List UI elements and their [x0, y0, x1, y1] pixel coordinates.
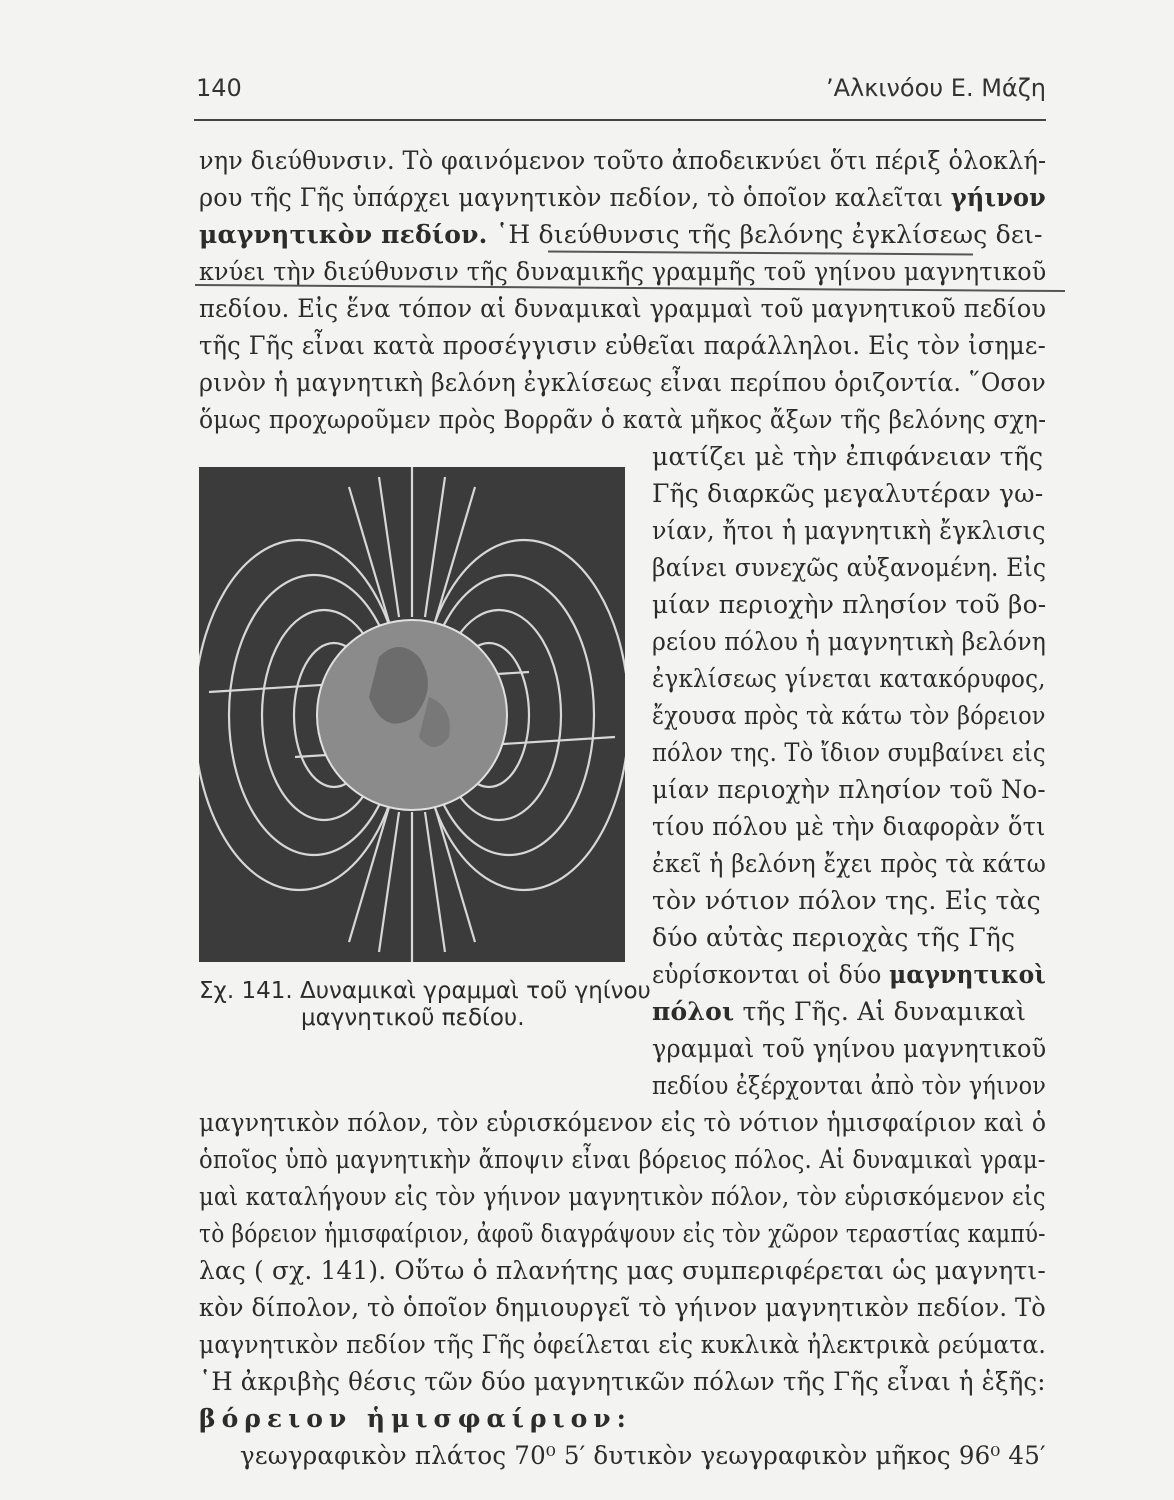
body-line: ὅμως προχωροῦμεν πρὸς Βορρᾶν ὁ κατὰ μῆκος ἄξων τῆς βελόνης σχη- — [199, 405, 1047, 434]
body-line — [199, 185, 1046, 210]
body-line-text: ῾Η διεύθυνσις τῆς βελόνης ἐγκλίσεως δει- — [495, 220, 1043, 249]
body-line: νην διεύθυνσιν. Τὸ φαινόμενον τοῦτο ἀποδεικνύει ὅτι πέριξ ὁλοκλή- — [199, 146, 1047, 175]
body-line: μαγνητικὸν πόλον, τὸν εὑρισκόμενον εἰς τὸ νότιον ἡμισφαίριον καὶ ὁ — [199, 1108, 1047, 1137]
column-line: νίαν, ἤτοι ἡ μαγνητικὴ ἔγκλισις — [652, 516, 1046, 545]
column-line — [652, 999, 1026, 1024]
body-line: κὸν δίπολον, τὸ ὁποῖον δημιουργεῖ τὸ γήινον μαγνητικὸν πεδίον. Τὸ — [199, 1293, 1046, 1322]
column-line: τίου πόλου μὲ τὴν διαφορὰν ὅτι — [652, 812, 1046, 841]
body-line: ῾Η ἀκριβὴς θέσις τῶν δύο μαγνητικῶν πόλων τῆς Γῆς εἶναι ἡ ἑξῆς: — [199, 1367, 1046, 1396]
body-line: κνύει τὴν διεύθυνσιν τῆς δυναμικῆς γραμμῆς τοῦ γηίνου μαγνητικοῦ — [199, 257, 1047, 286]
body-line: τὸ βόρειον ἡμισφαίριον, ἀφοῦ διαγράψουν εἰς τὸν χῶρον τεραστίας καμπύ- — [199, 1219, 1046, 1248]
column-line: ματίζει μὲ τὴν ἐπιφάνειαν τῆς — [652, 442, 1044, 471]
bold-term: γήινον — [950, 183, 1046, 212]
body-line-text: ρου τῆς Γῆς ὑπάρχει μαγνητικὸν πεδίον, τὸ ὁποῖον καλεῖται — [199, 183, 944, 212]
body-line — [199, 222, 1043, 247]
column-line: ἐγκλίσεως γίνεται κατακόρυφος, — [652, 664, 1046, 693]
column-line: γραμμαὶ τοῦ γηίνου μαγνητικοῦ — [652, 1034, 1047, 1063]
column-line-text: εὑρίσκονται οἱ δύο — [652, 960, 882, 989]
bold-term: μαγνητικὸν πεδίον. — [199, 220, 488, 249]
body-line: γεωγραφικὸν πλάτος 70⁰ 5′ δυτικὸν γεωγραφικὸν μῆκος 96⁰ 45′ — [240, 1441, 1046, 1470]
body-line: ὁποῖος ὑπὸ μαγνητικὴν ἄποψιν εἶναι βόρειος πόλος. Αἱ δυναμικαὶ γραμ- — [199, 1145, 1046, 1174]
column-line: μίαν περιοχὴν πλησίον τοῦ Νο- — [652, 775, 1046, 804]
column-line: βαίνει συνεχῶς αὐξανομένη. Εἰς — [652, 553, 1047, 582]
magnetic-field-figure — [199, 467, 625, 962]
column-line: Γῆς διαρκῶς μεγαλυτέραν γω- — [652, 479, 1044, 508]
column-line: ἐκεῖ ἡ βελόνη ἔχει πρὸς τὰ κάτω — [652, 849, 1047, 878]
body-line: πεδίου. Εἰς ἕνα τόπον αἱ δυναμικαὶ γραμμαὶ τοῦ μαγνητικοῦ πεδίου — [199, 294, 1047, 323]
body-line: ρινὸν ἡ μαγνητικὴ βελόνη ἐγκλίσεως εἶναι περίπου ὁριζοντία. ῞Οσον — [199, 368, 1046, 397]
page-number: 140 — [196, 74, 242, 102]
pencil-underline — [548, 251, 973, 256]
body-line: τῆς Γῆς εἶναι κατὰ προσέγγισιν εὐθεῖαι παράλληλοι. Εἰς τὸν ἰσημε- — [199, 331, 1046, 360]
header-rule — [194, 119, 1046, 121]
column-line: πόλον της. Τὸ ἴδιον συμβαίνει εἰς — [652, 738, 1046, 767]
column-line: πεδίου ἐξέρχονται ἀπὸ τὸν γήινον — [652, 1071, 1047, 1100]
body-line: μαγνητικὸν πεδίον τῆς Γῆς ὀφείλεται εἰς κυκλικὰ ἠλεκτρικὰ ρεύματα. — [199, 1330, 1047, 1359]
body-line: λας ( σχ. 141). Οὕτω ὁ πλανήτης μας συμπεριφέρεται ὡς μαγνητι- — [199, 1256, 1046, 1285]
body-line: μαὶ καταλήγουν εἰς τὸν γήινον μαγνητικὸν πόλον, τὸν εὑρισκόμενον εἰς — [199, 1182, 1046, 1211]
column-line: μίαν περιοχὴν πλησίον τοῦ βο- — [652, 590, 1047, 619]
column-line: τὸν νότιον πόλον της. Εἰς τὰς — [652, 886, 1041, 915]
column-line-text: τῆς Γῆς. Αἱ δυναμικαὶ — [742, 997, 1027, 1026]
column-line: ρείου πόλου ἡ μαγνητικὴ βελόνη — [652, 627, 1047, 656]
figure-caption: μαγνητικοῦ πεδίου. — [301, 1005, 525, 1031]
column-line — [652, 962, 1046, 987]
column-line: ἔχουσα πρὸς τὰ κάτω τὸν βόρειον — [652, 701, 1046, 730]
bold-term: μαγνητικοὶ — [889, 960, 1046, 989]
figure-caption: Σχ. 141. Δυναμικαὶ γραμμαὶ τοῦ γηίνου — [199, 978, 651, 1004]
column-line: δύο αὐτὰς περιοχὰς τῆς Γῆς — [652, 923, 1016, 952]
running-header-author: ’Αλκινόου Ε. Μάζη — [825, 74, 1046, 102]
spaced-heading: βόρειον ἡμισφαίριον: — [199, 1404, 632, 1433]
bold-term: πόλοι — [652, 997, 735, 1026]
